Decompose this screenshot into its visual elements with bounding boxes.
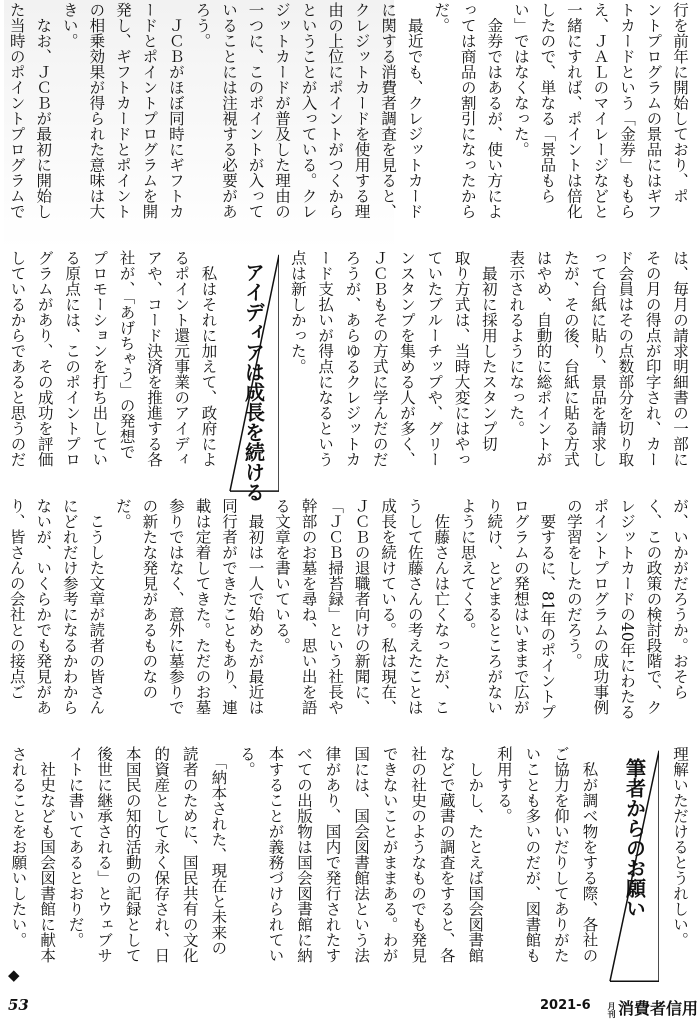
text-column: 私はそれに加えて、政府によ — [199, 250, 218, 467]
text-tier-1 — [4, 2, 694, 248]
magazine-name: 消費者信用 — [618, 999, 699, 1018]
text-column: 「ＪＣＢ掃苔録」という社長や — [326, 498, 345, 715]
text-column: る文章を書いている。 — [273, 498, 292, 653]
text-column: レジットカードの40年にわたる — [617, 498, 636, 720]
section-heading: 筆者からのお願い — [622, 758, 647, 918]
text-tier-2 — [4, 250, 694, 502]
text-column: る原点には、このポイントプロ — [63, 250, 82, 467]
text-column: ＪＣＢの退職者向けの新聞に、 — [352, 498, 371, 715]
text-column: できないことがままある。わが — [380, 746, 399, 963]
text-column: 点は新しかった。 — [288, 250, 307, 374]
text-column: はやめ、自動的に総ポイントが — [534, 250, 553, 467]
text-column: アや、コード決済を推進する各 — [144, 250, 163, 467]
text-column: 表示されるようになった。 — [507, 250, 526, 436]
text-column: こうした文章が読者の皆さん — [87, 498, 106, 715]
text-column: ろう。 — [193, 2, 212, 49]
text-column: ＪＣＢがほぼ同時にギフトカ — [166, 2, 185, 219]
text-column: 参りではなく、意外に墓参りで — [166, 498, 185, 715]
text-column: ードとポイントプログラムを開 — [140, 2, 159, 219]
text-column: イトに書いてあるとおりだ。 — [66, 746, 85, 948]
text-column: だ。 — [113, 498, 132, 529]
text-column: ログラムの発想はいままで広が — [511, 498, 530, 715]
text-column: って台紙に貼り、景品を請求し — [589, 250, 608, 467]
text-column: 最初は一人で始めたが最近は — [246, 498, 265, 715]
text-column: ということが入っている。クレ — [299, 2, 318, 219]
text-column: しているからであると思うのだ — [8, 250, 27, 467]
text-column: 金券ではあるが、使い方によ — [485, 2, 504, 219]
text-column: 佐藤さんは亡くなったが、こ — [432, 498, 451, 715]
page-number: 53 — [8, 996, 29, 1014]
text-tier-4 — [4, 746, 694, 986]
text-column: 要するに、81年のポイントプ — [538, 498, 557, 720]
text-column: ていたブルーチップや、グリー — [425, 250, 444, 467]
text-column: っては商品の割引になったから — [458, 2, 477, 219]
text-column: ご協力を仰いだりしてありがた — [551, 746, 570, 963]
text-column: 行を前年に開始しており、ポ — [671, 2, 689, 204]
text-column: 「納本された、現在と未来の — [209, 746, 228, 956]
text-column: 理解いただけるとうれしい。 — [671, 746, 689, 948]
text-column: 律があり、国内で発行されたす — [323, 746, 342, 963]
text-column: ないが、いくらかでも発見があ — [34, 498, 53, 715]
text-column: プロモーションを打ち出してい — [90, 250, 109, 467]
text-column: 読者のために、国民共有の文化 — [180, 746, 199, 963]
text-column: 社史なども国会図書館に献本 — [38, 746, 57, 963]
text-column: 的資産として永く保存され、日 — [152, 746, 171, 963]
text-column: り、皆さんの会社との接点ご — [7, 498, 26, 700]
text-column: だ。 — [432, 2, 451, 33]
text-column: 最近でも、クレジットカード — [405, 2, 424, 219]
text-column: 最初に採用したスタンプ切 — [479, 250, 498, 452]
text-column: え、ＪＡＬのマイレージなどと — [591, 2, 610, 219]
text-column: の相乗効果が得られた意味は大 — [87, 2, 106, 219]
text-column: 発し、ギフトカードとポイント — [113, 2, 132, 219]
text-column: べての出版物は国会図書館に納 — [294, 746, 313, 963]
text-column: されることをお願いしたい。 — [9, 746, 28, 948]
text-column: 本国民の知的活動の記録として — [123, 746, 142, 963]
text-column: 後世に継承される」とウェブサ — [95, 746, 114, 963]
text-column: る。 — [237, 746, 256, 777]
page-footer — [0, 996, 699, 1022]
text-column: 国には、国会図書館法という法 — [352, 746, 371, 963]
text-column: 社の社史のようなものでも発見 — [409, 746, 428, 963]
text-column: グラムがあり、その成功を評価 — [35, 250, 54, 467]
text-column: なお、ＪＣＢが最初に開始し — [34, 2, 53, 219]
text-column: の学習をしたのだろう。 — [564, 498, 583, 669]
text-column: 成長を続けている。私は現在、 — [379, 498, 398, 715]
text-column: ジットカードが普及した理由の — [273, 2, 292, 219]
text-column: したので、単なる「景品もら — [538, 2, 557, 204]
text-column: は、毎月の請求明細書の一部に — [671, 250, 689, 467]
section-heading-box — [609, 746, 659, 986]
text-column: ントプログラムの景品にはギフ — [644, 2, 663, 219]
text-column: 一つに、このポイントが入って — [246, 2, 265, 219]
text-column: 同行者ができたこともあり、連 — [219, 498, 238, 715]
text-column: うして佐藤さんの考えたことは — [405, 498, 424, 715]
text-column: 一緒にすれば、ポイントは倍化 — [564, 2, 583, 219]
text-column: が、いかがだろうか。おそら — [671, 498, 689, 700]
text-column: ード支払いが得点になるという — [316, 250, 335, 467]
text-tier-3 — [4, 498, 694, 744]
issue-date: 2021-6 — [540, 998, 591, 1013]
text-column: 社が、「あげちゃう」の発想で — [117, 250, 136, 460]
text-column: ド会員はその点数部分を切り取 — [616, 250, 635, 467]
text-column: にどれだけ参考になるかわから — [60, 498, 79, 715]
text-column: 私が調べ物をする際、各社の — [580, 746, 599, 963]
section-heading-box — [229, 250, 279, 502]
text-column: 本することが義務づけられてい — [266, 746, 285, 963]
section-heading: アイディアは成長を続ける — [241, 262, 266, 502]
end-mark: ◆ — [8, 966, 20, 984]
text-column: クレジットカードを使用する理 — [352, 2, 371, 219]
text-column: ように思えてくる。 — [458, 498, 477, 638]
text-column: た当時のポイントプログラムで — [7, 2, 26, 219]
text-column: しかし、たとえば国会図書館 — [466, 746, 485, 963]
text-column: の新たな発見があるものなの — [140, 498, 159, 700]
text-column: 由の上位にポイントがつくから — [326, 2, 345, 219]
text-column: いことも多いのだが、図書館も — [523, 746, 542, 963]
text-column: り続け、とどまるところがない — [485, 498, 504, 715]
text-column: いることには注視する必要があ — [219, 2, 238, 219]
text-column: 取り方式は、当時大変にはやっ — [452, 250, 471, 467]
text-column: い」ではなくなった。 — [511, 2, 530, 157]
text-column: 利用する。 — [494, 746, 513, 824]
text-column: きい。 — [60, 2, 79, 49]
text-column: ポイントプログラムの成功事例 — [591, 498, 610, 715]
text-column: 幹部のお墓を尋ね、思い出を語 — [299, 498, 318, 715]
magazine-title — [606, 996, 698, 1019]
magazine-prefix: 月刊 — [607, 1001, 616, 1018]
text-column: その月の得点が印字され、カー — [643, 250, 662, 467]
text-column: ＪＣＢもその方式に学んだのだ — [370, 250, 389, 467]
text-column: ろうが、あらゆるクレジットカ — [343, 250, 362, 467]
text-column: ンスタンプを集める人が多く、 — [398, 250, 417, 467]
text-column: るポイント還元事業のアイディ — [172, 250, 191, 467]
text-column: たが、その後、台紙に貼る方式 — [561, 250, 580, 467]
text-column: に関する消費者調査を見ると、 — [379, 2, 398, 219]
text-column: 載は定着してきた。ただのお墓 — [193, 498, 212, 715]
text-column: などで蔵書の調査をすると、各 — [437, 746, 456, 963]
text-column: く、この政策の検討段階で、ク — [644, 498, 663, 715]
text-column: トカードという「金券」ももら — [617, 2, 636, 219]
